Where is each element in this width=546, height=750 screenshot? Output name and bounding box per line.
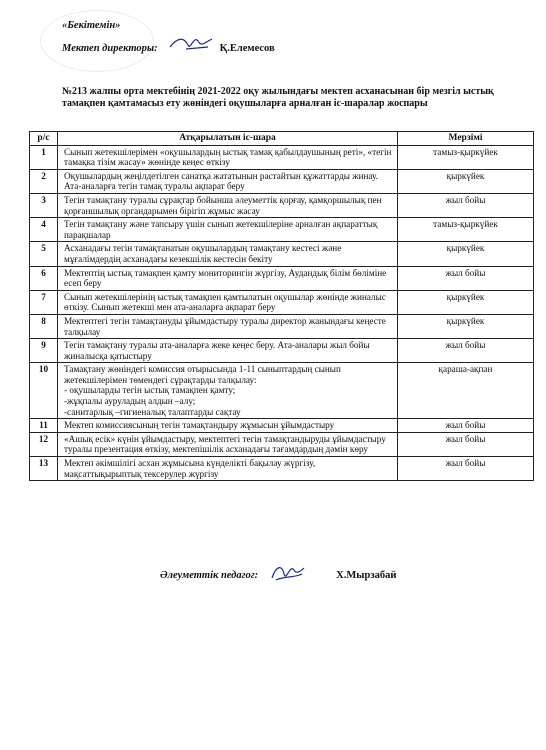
table-row (30, 169, 534, 193)
header-num: р/с (30, 132, 58, 146)
row-number: 7 (30, 290, 58, 314)
table-row (30, 145, 534, 169)
table-row (30, 363, 534, 419)
row-activity: Тегін тамақтану туралы ата-аналарға жеке кеңес беру. Ата-аналары жыл бойы жиналысқа қатыстыру (58, 339, 398, 363)
row-activity: Мектеп комиссиясының тегін тамақтандыру жұмысын ұйымдастыру (58, 419, 398, 433)
row-activity: Мектептің ыстық тамақпен қамту мониторингін жүргізу, Аудандық білім бөліміне есеп беру (58, 266, 398, 290)
header-term: Мерзімі (398, 132, 534, 146)
row-term: жыл бойы (398, 457, 534, 481)
row-activity: Тамақтану жөніндегі комиссия отырысында 1-11 сыныптардың сынып жетекшілерімен төмендегі сұрақтарды талқылау: - оқушыларды тегін ыстық тамақпен қамту; -жұқпалы ауруладың алдын –алу; -санитарлық –гигиеналық талаптарды сақтау (58, 363, 398, 419)
row-number: 2 (30, 169, 58, 193)
row-term: жыл бойы (398, 419, 534, 433)
row-number: 13 (30, 457, 58, 481)
table-row (30, 457, 534, 481)
row-number: 8 (30, 314, 58, 338)
row-activity: Сынып жетекшілерімен «оқушылардың ыстық тамақ қабылдаушының реті», «тегін тамақка тізім жасау» жөнінде кеңес өткізу (58, 145, 398, 169)
row-number: 9 (30, 339, 58, 363)
table-row (30, 266, 534, 290)
row-term: қыркүйек (398, 314, 534, 338)
row-term: жыл бойы (398, 339, 534, 363)
row-number: 6 (30, 266, 58, 290)
pedagogue-signature (268, 560, 308, 586)
row-number: 3 (30, 193, 58, 217)
table-row (30, 419, 534, 433)
header-activity: Атқарылатын іс-шара (58, 132, 398, 146)
row-term: қыркүйек (398, 290, 534, 314)
approval-label: «Бекітемін» (62, 20, 121, 31)
table-header-row (30, 132, 534, 146)
row-activity: Тегін тамақтану және тапсыру үшін сынып жетекшілеріне арналған ақпараттық парақшалар (58, 218, 398, 242)
row-term: тамыз-қыркүйек (398, 145, 534, 169)
row-term: жыл бойы (398, 432, 534, 456)
row-number: 12 (30, 432, 58, 456)
table-row (30, 290, 534, 314)
table-row (30, 242, 534, 266)
row-activity: Мектептегі тегін тамақтануды ұйымдастыру туралы директор жанындағы кеңесте талқылау (58, 314, 398, 338)
footer-name: Х.Мырзабай (336, 570, 397, 581)
table-row (30, 432, 534, 456)
approval-name: Қ.Елемесов (219, 43, 275, 54)
row-activity: Асханадағы тегін тамақтанатын оқушылардың тамақтану кестесі және мұғалімдердің асханадағы кезекшілік кестесін бекіту (58, 242, 398, 266)
document-title: №213 жалпы орта мектебінің 2021-2022 оқу жылындағы мектеп асханасынан бір мезгіл ыстық тамақпен қамтамасыз ету жөніндегі оқушыларға арналған іс-шаралар жоспары (62, 86, 494, 109)
table-row (30, 193, 534, 217)
row-term: қыркүйек (398, 242, 534, 266)
row-term: тамыз-қыркүйек (398, 218, 534, 242)
row-term: қыркүйек (398, 169, 534, 193)
row-number: 1 (30, 145, 58, 169)
approval-role: Мектеп директоры: (62, 43, 158, 54)
row-activity: «Ашық есік» күнін ұйымдастыру, мектептегі тегін тамақтандыруды ұйымдастыру туралы презентация өткізу, мектепішілік асханадағы тағамдардың дәмін көру (58, 432, 398, 456)
row-number: 4 (30, 218, 58, 242)
row-activity: Тегін тамақтану туралы сұрақтар бойынша әлеуметтік қорғау, қамқоршылық пен қорғаншылық органдарымен бірігіп жұмыс жасау (58, 193, 398, 217)
row-term: қараша-ақпан (398, 363, 534, 419)
activity-table (29, 131, 534, 481)
row-term: жыл бойы (398, 266, 534, 290)
row-activity: Оқушылардың жеңілдетілген санатқа жататынын растайтын құжаттарды жинау. Ата-аналарға тегін тамақ туралы ақпарат беру (58, 169, 398, 193)
row-number: 5 (30, 242, 58, 266)
row-number: 11 (30, 419, 58, 433)
table-row (30, 339, 534, 363)
row-number: 10 (30, 363, 58, 419)
footer-role: Әлеуметтік педагог: (160, 570, 259, 581)
table-row (30, 314, 534, 338)
row-term: жыл бойы (398, 193, 534, 217)
director-signature (168, 33, 214, 57)
row-activity: Мектеп әкімшілігі асхан жұмысына күнделікті бақылау жүргізу, мақсаттықырыптық тексерулер жүргізу (58, 457, 398, 481)
row-activity: Сынып жетекшілерінің ыстық тамақпен қамтылатын оқушылар жөнінде жиналыс өткізу. Сынып жетекші мен ата-аналарға ақпарат беру (58, 290, 398, 314)
table-row (30, 218, 534, 242)
